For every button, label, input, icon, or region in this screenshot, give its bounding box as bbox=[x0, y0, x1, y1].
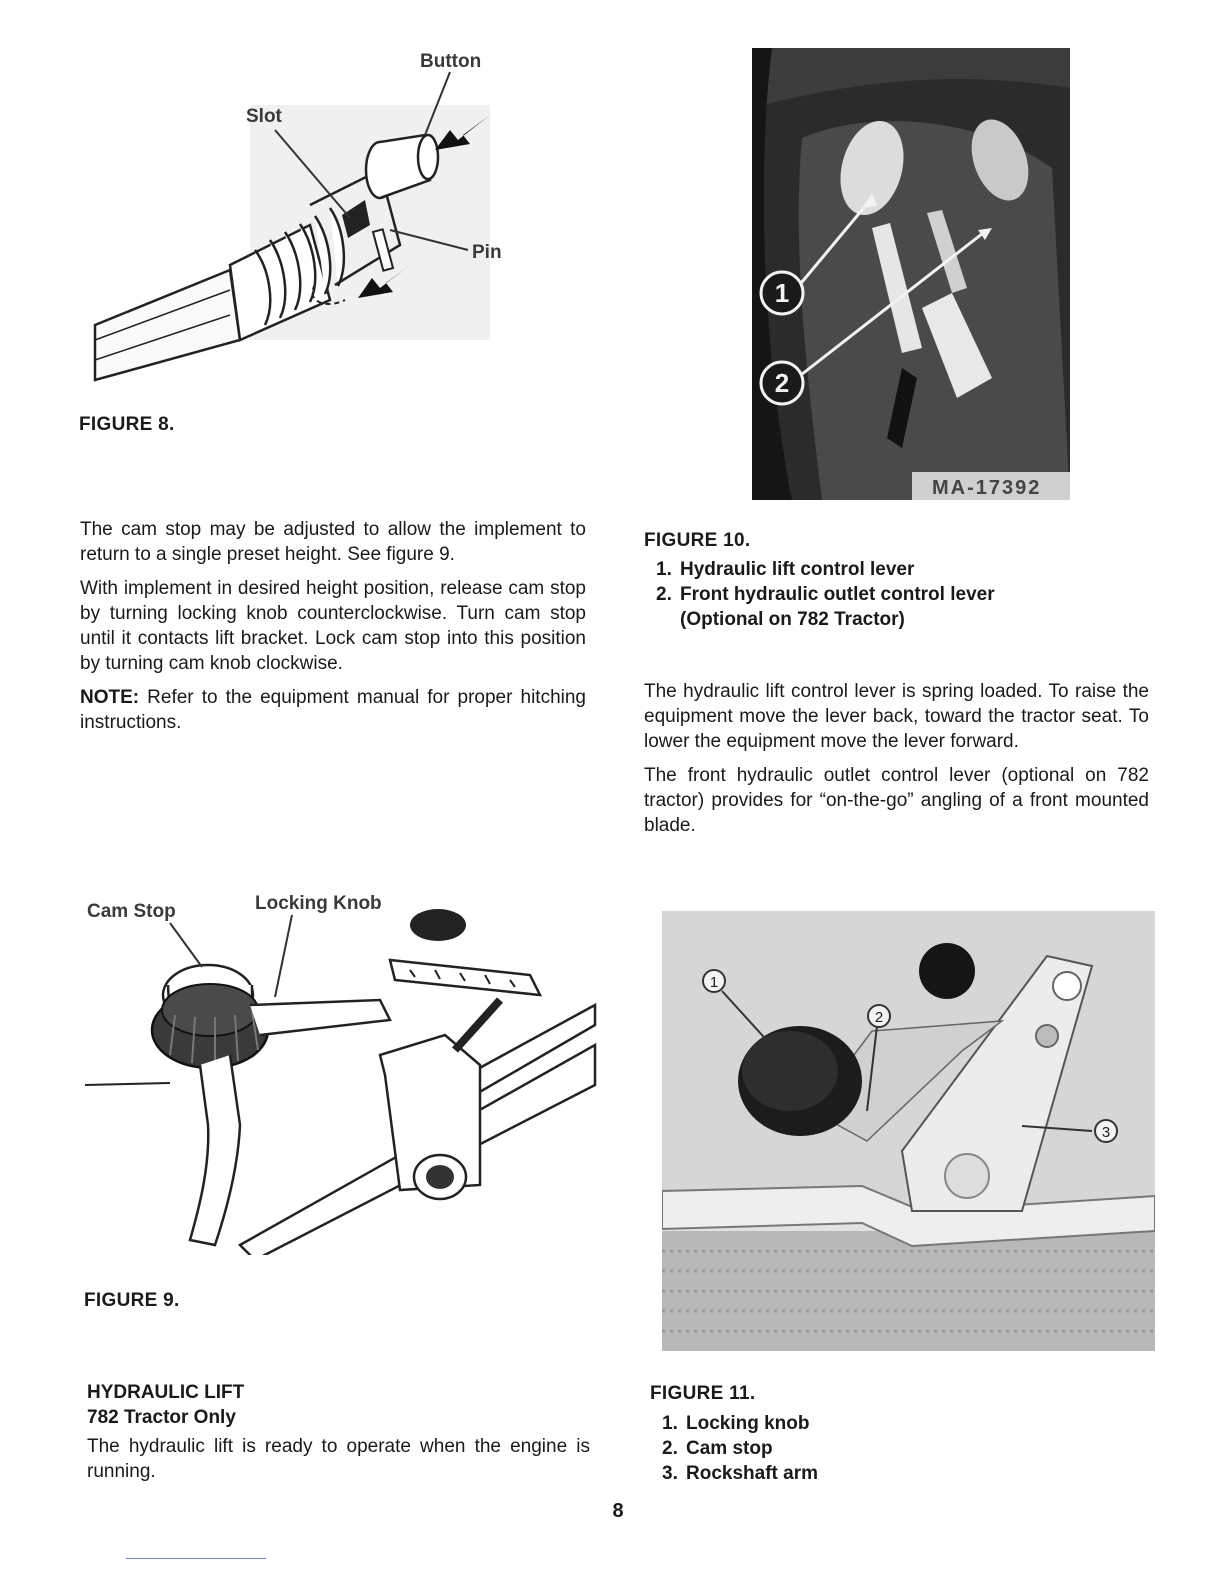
figure-11-callout-3: 3 bbox=[1101, 1124, 1111, 1141]
figure-9-label-cam-stop: Cam Stop bbox=[87, 901, 176, 922]
hydraulic-lever-description bbox=[644, 679, 1149, 847]
figure-11-item-1: Locking knob bbox=[686, 1413, 810, 1434]
figure-10-photo-id: MA-17392 bbox=[932, 477, 1042, 499]
footer-divider bbox=[126, 1558, 266, 1559]
paragraph-lift-lever: The hydraulic lift control lever is spring loaded. To raise the equipment move the lever back, toward the tractor seat. To lower the equipment move the lever forward. bbox=[644, 681, 1149, 752]
list-item bbox=[656, 582, 1096, 607]
figure-8-label-slot: Slot bbox=[246, 106, 282, 127]
figure-8-caption: FIGURE 8. bbox=[79, 414, 175, 435]
figure-11-item-1-number: 1. bbox=[662, 1413, 678, 1434]
page-number: 8 bbox=[612, 1500, 624, 1522]
figure-9-illustration bbox=[80, 885, 600, 1255]
paragraph-front-outlet-lever: The front hydraulic outlet control lever (optional on 782 tractor) provides for “on-the-go” angling of a front mounted blade. bbox=[644, 765, 1149, 836]
figure-10-item-2: Front hydraulic outlet control lever bbox=[680, 584, 995, 605]
paragraph-cam-stop-procedure: With implement in desired height position, release cam stop by turning locking knob counterclockwise. Turn cam stop until it contacts lift bracket. Lock cam stop into this position by turning cam knob clockwise. bbox=[80, 578, 586, 674]
list-item bbox=[656, 607, 1096, 632]
figure-10-legend bbox=[656, 557, 1096, 632]
list-item bbox=[662, 1436, 1062, 1461]
figure-11-item-3-number: 3. bbox=[662, 1463, 678, 1484]
figure-8-label-button: Button bbox=[420, 51, 482, 72]
figure-11-caption: FIGURE 11. bbox=[650, 1383, 756, 1404]
figure-10-callout-1: 1 bbox=[774, 278, 790, 308]
figure-10-item-2-number: 2. bbox=[656, 584, 672, 605]
figure-11-item-2: Cam stop bbox=[686, 1438, 773, 1459]
note-paragraph bbox=[80, 685, 586, 735]
paragraph-cam-stop-intro: The cam stop may be adjusted to allow the implement to return to a single preset height. See figure 9. bbox=[80, 519, 586, 565]
figure-10-item-1: Hydraulic lift control lever bbox=[680, 559, 915, 580]
hydraulic-lift-section bbox=[87, 1380, 590, 1484]
figure-9-label-locking-knob: Locking Knob bbox=[255, 893, 382, 914]
hydraulic-lift-body: The hydraulic lift is ready to operate when the engine is running. bbox=[87, 1436, 590, 1482]
cam-stop-instructions bbox=[80, 517, 586, 744]
figure-10-item-2-note: (Optional on 782 Tractor) bbox=[680, 609, 905, 630]
figure-11-legend bbox=[662, 1411, 1062, 1486]
figure-11-photo bbox=[662, 911, 1155, 1351]
figure-8-illustration bbox=[80, 40, 540, 390]
note-text: Refer to the equipment manual for proper hitching instructions. bbox=[80, 687, 586, 733]
figure-11-item-3: Rockshaft arm bbox=[686, 1463, 818, 1484]
figure-11-item-2-number: 2. bbox=[662, 1438, 678, 1459]
figure-10-photo bbox=[752, 48, 1070, 500]
figure-11-callout-2: 2 bbox=[874, 1009, 884, 1026]
list-item bbox=[662, 1461, 1062, 1486]
list-item bbox=[656, 557, 1096, 582]
figure-11-callout-1: 1 bbox=[709, 974, 719, 991]
figure-9-caption: FIGURE 9. bbox=[84, 1290, 180, 1311]
figure-10-callout-2: 2 bbox=[774, 368, 790, 398]
section-heading: HYDRAULIC LIFT bbox=[87, 1382, 245, 1403]
note-label: NOTE: bbox=[80, 687, 140, 708]
figure-10-caption: FIGURE 10. bbox=[644, 530, 751, 551]
figure-10-item-1-number: 1. bbox=[656, 559, 672, 580]
list-item bbox=[662, 1411, 1062, 1436]
section-subheading: 782 Tractor Only bbox=[87, 1407, 236, 1428]
figure-8-label-pin: Pin bbox=[472, 242, 502, 263]
